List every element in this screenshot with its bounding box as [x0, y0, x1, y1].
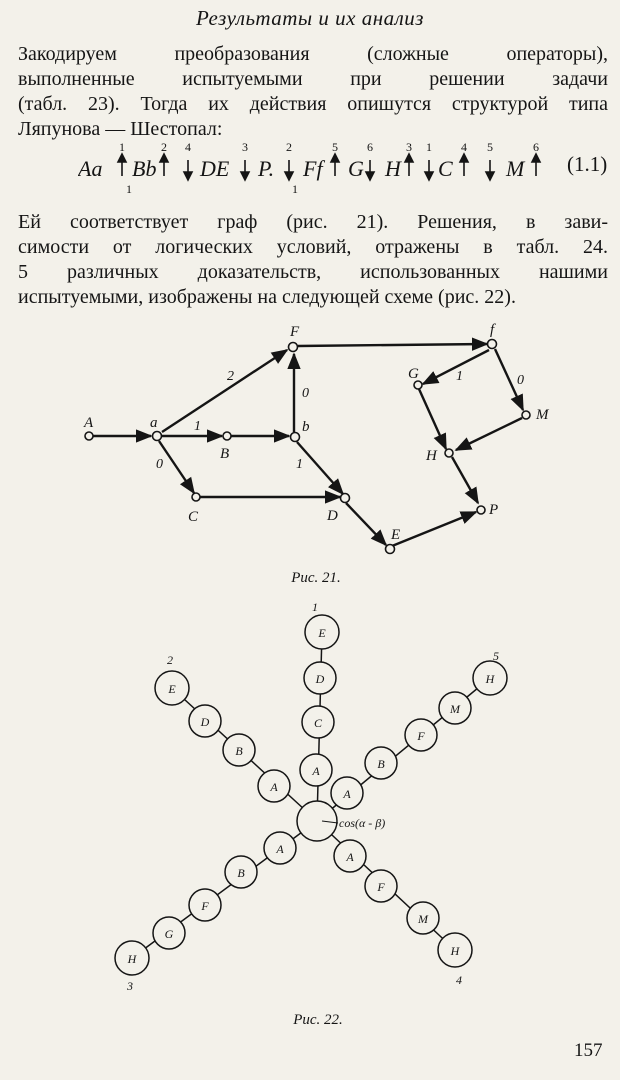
formula-number: (1.1) [567, 152, 608, 176]
formula-index: 4 [185, 140, 191, 154]
node-label-E: E [391, 527, 401, 543]
formula-term: Bb [132, 156, 157, 181]
formula-index: 1 [119, 140, 125, 154]
text-line: выполненные испытуемыми при решении задачи [18, 68, 608, 90]
text-line: Закодируем преобразования (сложные операторы), [18, 43, 608, 65]
node-label-f: f [490, 322, 495, 338]
text-line: (табл. 23). Тогда их действия опишутся структурой типа [18, 93, 608, 115]
node-label-D: D [327, 508, 338, 524]
text-line: Ляпунова — Шестопал: [18, 118, 223, 140]
formula-index: 6 [367, 140, 373, 154]
formula-index: 3 [242, 140, 248, 154]
node-label-F: F [290, 324, 300, 340]
formula-term: G [348, 156, 364, 181]
star-node-label: B [377, 757, 385, 771]
edge-label: 1 [194, 419, 201, 434]
node-label-G: G [408, 366, 419, 382]
node-label-P: P [489, 502, 499, 518]
star-node-label: A [276, 842, 284, 856]
star-node-label: D [200, 715, 210, 729]
paragraph-intro [18, 42, 608, 142]
formula-term: H [385, 156, 401, 181]
star-node-label: M [418, 912, 428, 926]
star-node-label: H [450, 944, 460, 958]
branch-number: 5 [493, 649, 499, 663]
star-node-label: B [235, 744, 243, 758]
formula-index: 2 [161, 140, 167, 154]
edge-label: 2 [227, 369, 234, 384]
branch-number: 2 [167, 653, 173, 667]
star-node-label: F [377, 880, 385, 894]
star-node-label: A [270, 780, 278, 794]
star-node-label: E [168, 682, 176, 696]
formula-term: M [506, 156, 525, 181]
formula-term: P. [258, 156, 275, 181]
formula-term: Aa [78, 156, 103, 181]
star-node-label: F [417, 729, 425, 743]
edge-label: 0 [517, 373, 524, 388]
figure-22-caption: Рис. 22. [293, 1012, 343, 1028]
node-label-H: H [426, 448, 437, 464]
node-label-A: A [84, 415, 94, 431]
formula-term: Ff [303, 156, 323, 181]
star-node-label: M [450, 702, 460, 716]
formula-index: 5 [487, 140, 493, 154]
star-node-label: F [201, 899, 209, 913]
formula-arrows [118, 154, 540, 180]
page-number: 157 [574, 1040, 603, 1061]
edge-label: 1 [296, 457, 303, 472]
text-line: испытуемыми, изображены на следующей схеме (рис. 22). [18, 286, 516, 308]
star-node-label: A [346, 850, 354, 864]
star-node-label: H [485, 672, 495, 686]
star-node-label: H [127, 952, 137, 966]
center-label: cos(α - β) [339, 816, 386, 830]
node-label-M: M [536, 407, 549, 423]
formula-term: C [438, 156, 453, 181]
formula-term: DE [200, 156, 230, 181]
text-line: симости от логических условий, отражены в табл. 24. [18, 236, 608, 258]
node-label-a: a [150, 415, 158, 431]
branch-number: 4 [456, 973, 462, 987]
figure-21-graph [0, 308, 620, 568]
node-label-C: C [188, 509, 199, 525]
star-node-label: A [312, 764, 320, 778]
star-node-label: E [318, 626, 326, 640]
figure-21-caption: Рис. 21. [291, 570, 341, 586]
lyapunov-formula [78, 140, 548, 196]
star-nodes [115, 615, 507, 975]
node-label-b: b [302, 419, 310, 435]
formula-index: 3 [406, 140, 412, 154]
star-node-label: A [343, 787, 351, 801]
star-node-label: G [164, 927, 174, 941]
paragraph-graph [18, 210, 608, 310]
formula-index: 5 [332, 140, 338, 154]
text-line: 5 различных доказательств, использованных нашими [18, 261, 608, 283]
edge-label: 0 [302, 386, 309, 401]
formula-index: 1 [426, 140, 432, 154]
formula-index: 1 [292, 182, 298, 196]
node-label-B: B [220, 446, 230, 462]
formula-index: 2 [286, 140, 292, 154]
formula-index: 4 [461, 140, 467, 154]
text-line: Ей соответствует граф (рис. 21). Решения, в зави- [18, 211, 608, 233]
branch-number: 1 [312, 600, 318, 614]
star-node-label: B [237, 866, 245, 880]
formula-index: 6 [533, 140, 539, 154]
figure-22-star [0, 596, 620, 1012]
star-node-label: D [315, 672, 325, 686]
star-node-label: C [313, 716, 323, 730]
running-header: Результаты и их анализ [195, 6, 424, 30]
branch-number: 3 [127, 979, 133, 993]
edge-label: 0 [156, 457, 163, 472]
formula-index: 1 [126, 182, 132, 196]
edge-label: 1 [456, 369, 463, 384]
